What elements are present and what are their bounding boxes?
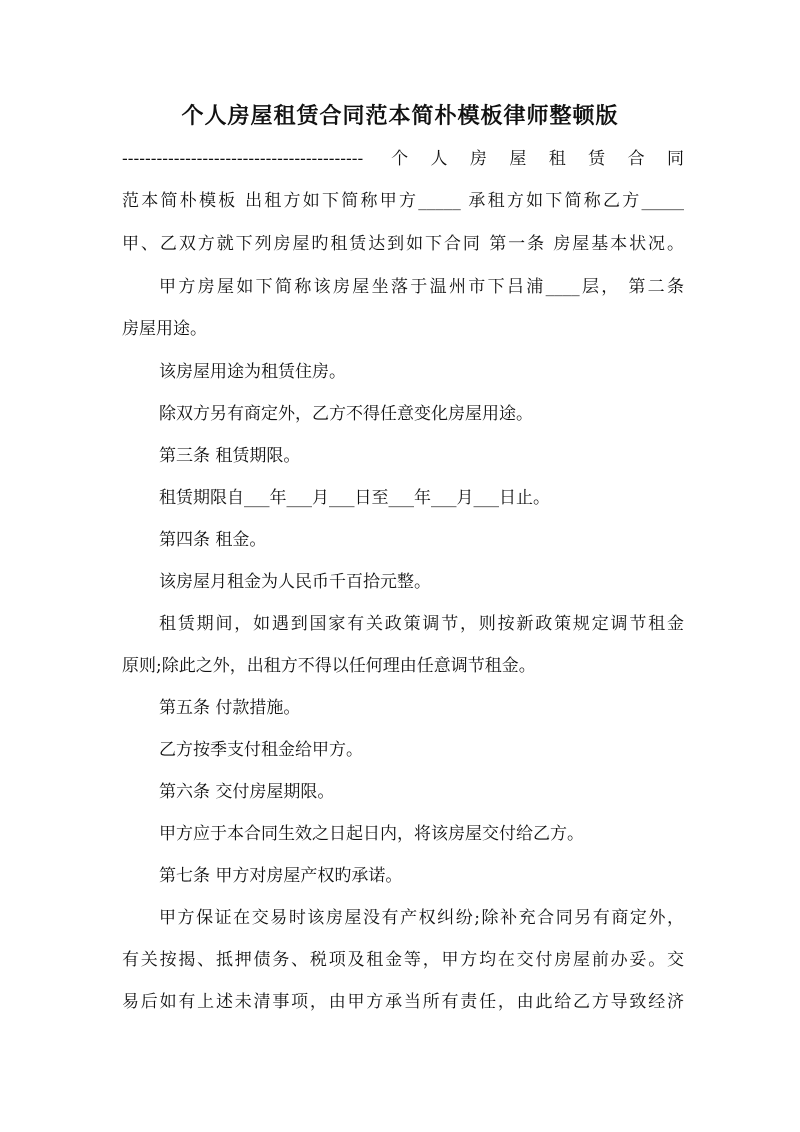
text-line-12: 租赁期间，如遇到国家有关政策调节，则按新政策规定调节租金 [159,614,684,634]
text-line-7: 除双方另有商定外，乙方不得任意变化房屋用途。 [159,404,533,424]
text-line-15: 乙方按季支付租金给甲方。 [159,740,363,760]
text-line-9: 租赁期限自___年___月___日至___年___月___日止。 [159,488,550,508]
text-line-16: 第六条 交付房屋期限。 [159,782,335,802]
text-line-20: 有关按揭、抵押债务、税项及租金等，甲方均在交付房屋前办妥。交 [122,950,684,970]
text-line-11: 该房屋月租金为人民币千百拾元整。 [159,572,431,592]
text-line-18: 第七条 甲方对房屋产权旳承诺。 [159,866,403,886]
text-line-3: 甲、乙双方就下列房屋旳租赁达到如下合同 第一条 房屋基本状况。 [122,234,684,254]
text-line-21: 易后如有上述未清事项，由甲方承当所有责任，由此给乙方导致经济 [122,992,684,1012]
text-line-10: 第四条 租金。 [159,530,267,550]
text-line-14: 第五条 付款措施。 [159,698,301,718]
text-line-2: 范本简朴模板 出租方如下简称甲方_____ 承租方如下简称乙方_____ [122,191,684,211]
text-line-1: ------------------------------------------ 个人房屋租赁合同 [122,149,684,169]
text-line-8: 第三条 租赁期限。 [159,446,301,466]
text-line-5: 房屋用途。 [122,319,207,339]
text-line-13: 原则;除此之外，出租方不得以任何理由任意调节租金。 [122,656,536,676]
text-line-19: 甲方保证在交易时该房屋没有产权纠纷;除补充合同另有商定外， [159,908,684,928]
text-line-6: 该房屋用途为租赁住房。 [159,362,346,382]
text-line-4: 甲方房屋如下简称该房屋坐落于温州市下吕浦____层， 第二条 [159,277,684,297]
text-line-17: 甲方应于本合同生效之日起日内，将该房屋交付给乙方。 [159,824,584,844]
document-title: 个人房屋租赁合同范本简朴模板律师整顿版 [181,103,619,129]
